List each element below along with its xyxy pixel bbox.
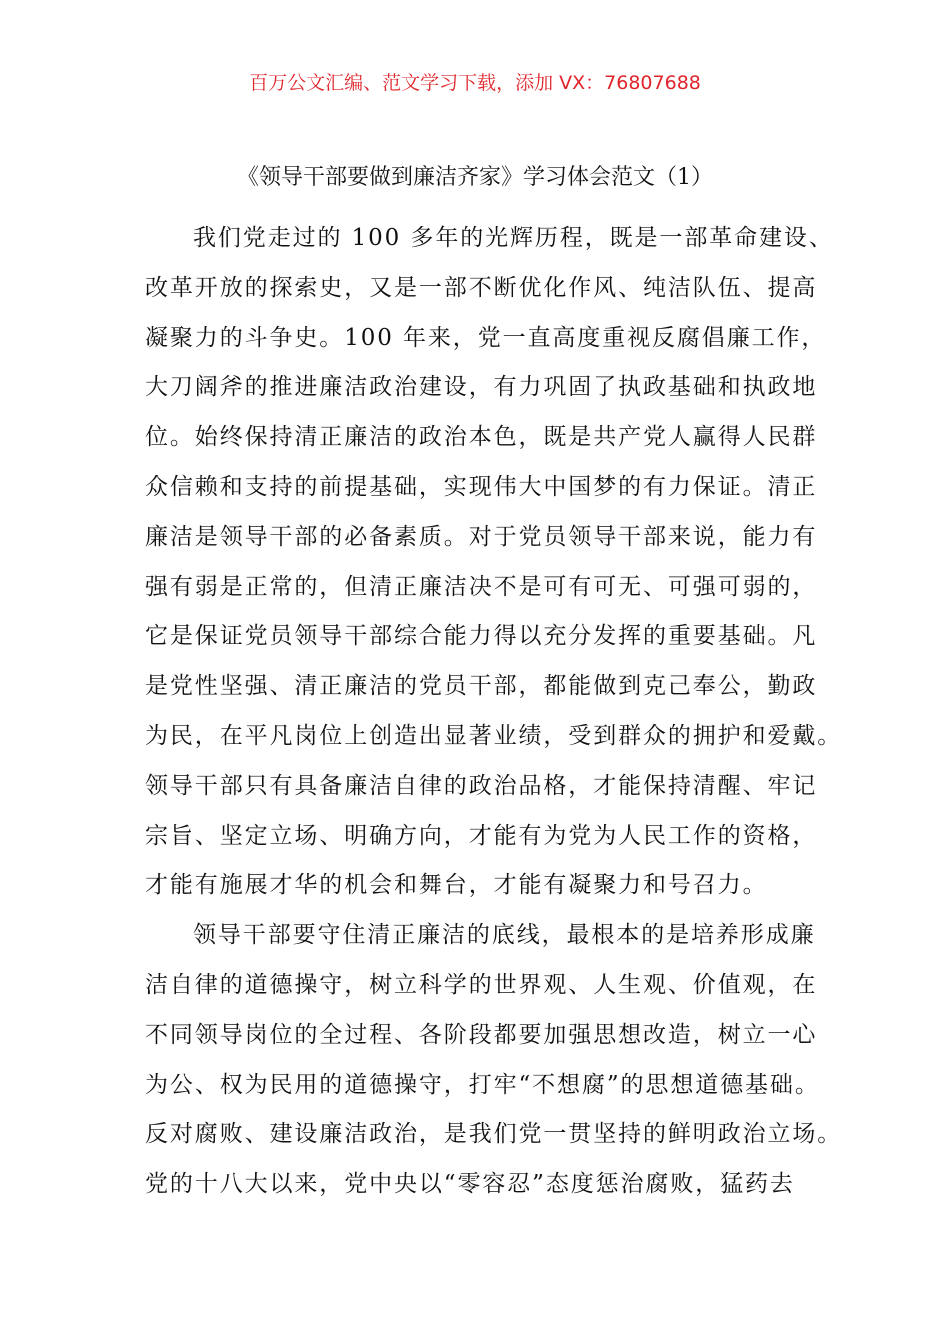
text-line: 它是保证党员领导干部综合能力得以充分发挥的重要基础。凡 — [145, 623, 818, 650]
text-line: 洁自律的道德操守，树立科学的世界观、人生观、价值观，在 — [145, 971, 818, 998]
text-line: 是党性坚强、清正廉洁的党员干部，都能做到克己奉公，勤政 — [145, 673, 818, 700]
text-line: 为民，在平凡岗位上创造出显著业绩，受到群众的拥护和爱戴。 — [145, 722, 843, 749]
document-title: 《领导干部要做到廉洁齐家》学习体会范文（1） — [237, 165, 713, 190]
text-line: 大刀阔斧的推进廉洁政治建设，有力巩固了执政基础和执政地 — [145, 374, 818, 401]
download-banner: 百万公文汇编、范文学习下载，添加 VX：76807688 — [249, 72, 701, 94]
text-line: 反对腐败、建设廉洁政治，是我们党一贯坚持的鲜明政治立场。 — [145, 1121, 843, 1148]
text-line: 众信赖和支持的前提基础，实现伟大中国梦的有力保证。清正 — [145, 473, 818, 500]
text-line: 为公、权为民用的道德操守，打牢“不想腐”的思想道德基础。 — [145, 1071, 820, 1098]
text-line: 凝聚力的斗争史。100 年来，党一直高度重视反腐倡廉工作， — [145, 324, 827, 351]
text-line: 领导干部只有具备廉洁自律的政治品格，才能保持清醒、牢记 — [145, 772, 818, 799]
text-line: 位。始终保持清正廉洁的政治本色，既是共产党人赢得人民群 — [145, 424, 818, 451]
text-line: 党的十八大以来，党中央以“零容忍”态度惩治腐败，猛药去 — [145, 1171, 795, 1198]
text-line: 改革开放的探索史，又是一部不断优化作风、纯洁队伍、提高 — [145, 274, 818, 301]
text-line: 才能有施展才华的机会和舞台，才能有凝聚力和号召力。 — [145, 872, 768, 899]
text-line: 我们党走过的 100 多年的光辉历程，既是一部革命建设、 — [193, 225, 834, 251]
document-body — [145, 222, 843, 1218]
text-line: 不同领导岗位的全过程、各阶段都要加强思想改造，树立一心 — [145, 1021, 818, 1048]
text-line: 廉洁是领导干部的必备素质。对于党员领导干部来说，能力有 — [145, 523, 818, 550]
text-line: 领导干部要守住清正廉洁的底线，最根本的是培养形成廉 — [193, 922, 816, 949]
text-line: 强有弱是正常的，但清正廉洁决不是可有可无、可强可弱的， — [145, 573, 818, 600]
text-line: 宗旨、坚定立场、明确方向，才能有为党为人民工作的资格， — [145, 822, 818, 849]
